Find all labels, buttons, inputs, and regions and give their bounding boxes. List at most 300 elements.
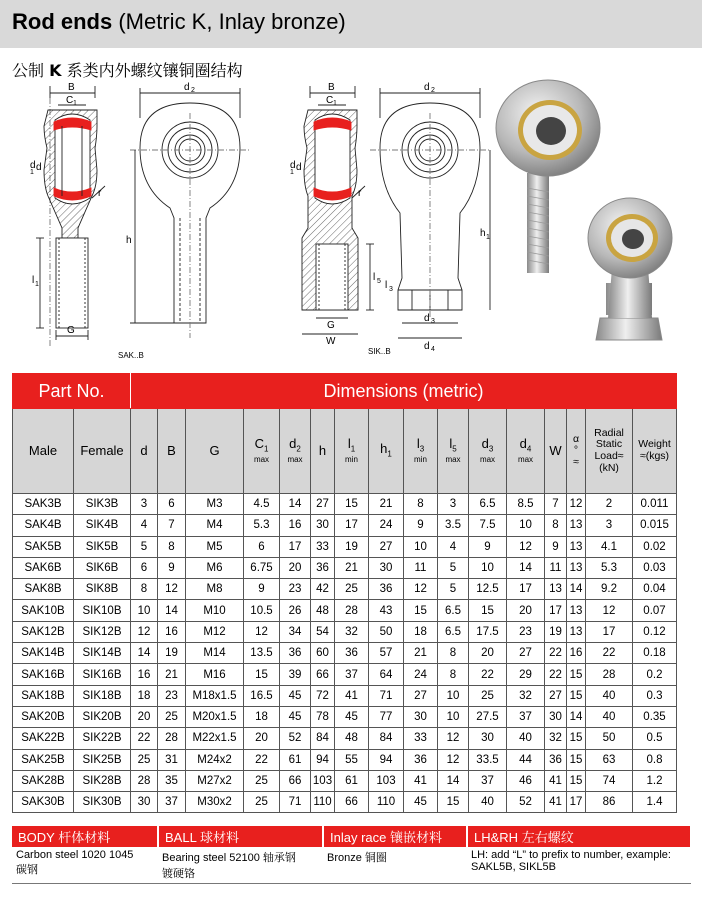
dimension-cell: 8 <box>131 579 158 600</box>
dimension-cell: 16 <box>280 515 311 536</box>
svg-text:d: d <box>290 160 296 171</box>
svg-text:l: l <box>32 275 35 286</box>
dimension-cell: 33.5 <box>469 749 507 770</box>
dimension-cell: 26 <box>280 600 311 621</box>
dimension-cell: 23 <box>158 685 186 706</box>
svg-text:h: h <box>480 228 486 239</box>
dimension-cell: M20x1.5 <box>186 706 244 727</box>
dimension-cell: 14 <box>567 706 586 727</box>
dimension-cell: 12 <box>244 621 280 642</box>
title-bar <box>0 0 702 48</box>
dimension-cell: 60 <box>311 643 335 664</box>
female-part-cell: SIK20B <box>74 706 131 727</box>
dimension-cell: 21 <box>404 643 438 664</box>
male-part-cell: SAK25B <box>13 749 74 770</box>
dimension-cell: 66 <box>335 792 369 813</box>
dimension-cell: 64 <box>369 664 404 685</box>
dimension-cell: 40 <box>586 685 633 706</box>
dimension-cell: 3 <box>131 494 158 515</box>
dimension-cell: 1.2 <box>633 770 677 791</box>
dimension-cell: 36 <box>369 579 404 600</box>
dimension-cell: 4 <box>438 536 469 557</box>
dimension-cell: 27 <box>507 643 545 664</box>
dimension-cell: 33 <box>404 728 438 749</box>
dimension-cell: 9.2 <box>586 579 633 600</box>
dimension-cell: 3 <box>586 515 633 536</box>
subtitle: 公制 K 系类内外螺纹镶铜圈结构 <box>12 61 243 80</box>
dimension-cell: M22x1.5 <box>186 728 244 749</box>
dimension-cell: 5 <box>131 536 158 557</box>
svg-text:3: 3 <box>389 286 393 293</box>
svg-text:C: C <box>66 95 74 106</box>
dimension-cell: 16 <box>131 664 158 685</box>
svg-text:B: B <box>328 82 335 93</box>
female-part-cell: SIK6B <box>74 557 131 578</box>
dimension-cell: 15 <box>438 792 469 813</box>
dimension-cell: 15 <box>567 685 586 706</box>
svg-text:1: 1 <box>333 100 337 107</box>
thread-direction-heading: LH&RH 左右螺纹 <box>467 826 691 847</box>
dimension-cell: 27 <box>545 685 567 706</box>
dimension-cell: 13 <box>567 536 586 557</box>
dimension-cell: 37 <box>507 706 545 727</box>
dimension-cell: 12 <box>158 579 186 600</box>
dimension-cell: 7.5 <box>469 515 507 536</box>
svg-text:d: d <box>424 82 430 93</box>
dimension-cell: 5.3 <box>586 557 633 578</box>
materials-value-row <box>12 847 691 884</box>
dimension-cell: 74 <box>586 770 633 791</box>
dimension-cell: 40 <box>586 706 633 727</box>
materials-table <box>12 826 692 884</box>
col-h: h <box>311 409 335 494</box>
female-rod-end-photo <box>588 198 672 340</box>
dimension-cell: 25 <box>244 770 280 791</box>
dimension-cell: M14 <box>186 643 244 664</box>
dimension-cell: 25 <box>158 706 186 727</box>
inlay-material-value: Bronze 铜圈 <box>323 847 467 884</box>
col-l1: $l_1$ min <box>335 409 369 494</box>
dimension-cell: M18x1.5 <box>186 685 244 706</box>
dimension-cell: 57 <box>369 643 404 664</box>
dimension-cell: 20 <box>507 600 545 621</box>
dimension-cell: 8 <box>404 494 438 515</box>
svg-text:2: 2 <box>431 87 435 94</box>
dimension-cell: 11 <box>404 557 438 578</box>
dimension-cell: 17 <box>586 621 633 642</box>
svg-text:d: d <box>296 162 302 173</box>
dimension-cell: 20 <box>280 557 311 578</box>
dimension-cell: 14 <box>158 600 186 621</box>
dimension-cell: 32 <box>335 621 369 642</box>
dimension-cell: 36 <box>335 643 369 664</box>
dimension-cell: 10.5 <box>244 600 280 621</box>
part-no-heading: Part No. <box>13 374 131 409</box>
dimension-cell: 84 <box>369 728 404 749</box>
dimension-cell: 44 <box>507 749 545 770</box>
dimension-cell: 37 <box>158 792 186 813</box>
dimension-cell: 41 <box>545 770 567 791</box>
dimension-cell: 12 <box>507 536 545 557</box>
dimension-cell: 5 <box>438 579 469 600</box>
col-alpha: α ° ≈ <box>567 409 586 494</box>
dimension-cell: 19 <box>335 536 369 557</box>
col-w: W <box>545 409 567 494</box>
dimension-cell: M8 <box>186 579 244 600</box>
dimension-cell: 0.8 <box>633 749 677 770</box>
dimension-cell: 54 <box>311 621 335 642</box>
dimensions-heading: Dimensions (metric) <box>131 374 677 409</box>
dimension-cell: 25 <box>469 685 507 706</box>
male-part-cell: SAK10B <box>13 600 74 621</box>
dimension-cell: 15 <box>567 728 586 749</box>
male-rod-end-photo <box>496 80 600 273</box>
female-part-cell: SIK12B <box>74 621 131 642</box>
dimension-cell: M4 <box>186 515 244 536</box>
table-row <box>13 515 677 536</box>
dimension-cell: 22 <box>244 749 280 770</box>
dimension-cell: M27x2 <box>186 770 244 791</box>
dimension-cell: 14 <box>438 770 469 791</box>
svg-text:G: G <box>67 325 75 336</box>
dimension-cell: 13.5 <box>244 643 280 664</box>
table-row <box>13 579 677 600</box>
dimension-cell: 25 <box>131 749 158 770</box>
dimension-cell: 8 <box>438 664 469 685</box>
dimension-cell: 9 <box>158 557 186 578</box>
thread-direction-value: LH: add “L” to prefix to number, example: SAKL5B, SIKL5B <box>467 847 691 884</box>
table-title-row <box>13 374 677 409</box>
dimension-cell: 45 <box>280 706 311 727</box>
dimension-cell: 10 <box>469 557 507 578</box>
female-part-cell: SIK5B <box>74 536 131 557</box>
dimension-cell: 48 <box>311 600 335 621</box>
male-part-cell: SAK22B <box>13 728 74 749</box>
dimension-cell: 18 <box>244 706 280 727</box>
dimension-cell: 94 <box>311 749 335 770</box>
dimension-cell: 29 <box>507 664 545 685</box>
dimension-cell: 39 <box>280 664 311 685</box>
dimension-cell: 12.5 <box>469 579 507 600</box>
dimension-cell: 110 <box>311 792 335 813</box>
dimension-cell: M3 <box>186 494 244 515</box>
male-part-cell: SAK18B <box>13 685 74 706</box>
svg-text:r: r <box>358 188 362 199</box>
dimension-cell: 2 <box>586 494 633 515</box>
svg-text:r: r <box>98 188 102 199</box>
dimension-cell: 6 <box>244 536 280 557</box>
dimension-cell: 17 <box>507 579 545 600</box>
dimension-cell: 14 <box>567 579 586 600</box>
dimension-cell: 21 <box>335 557 369 578</box>
dimension-cell: 35 <box>158 770 186 791</box>
dimension-cell: 71 <box>369 685 404 706</box>
sak-section-drawing <box>36 86 105 348</box>
dimension-cell: 37 <box>335 664 369 685</box>
page-title: Rod ends (Metric K, Inlay bronze) <box>12 9 346 34</box>
dimension-cell: M12 <box>186 621 244 642</box>
dimension-cell: 84 <box>311 728 335 749</box>
male-part-cell: SAK16B <box>13 664 74 685</box>
dimension-cell: 18 <box>131 685 158 706</box>
col-b: B <box>158 409 186 494</box>
dimension-cell: 71 <box>280 792 311 813</box>
dimension-cell: 6.75 <box>244 557 280 578</box>
dimension-cell: 27.5 <box>469 706 507 727</box>
dimension-cell: 17 <box>567 792 586 813</box>
male-part-cell: SAK12B <box>13 621 74 642</box>
dimension-cell: 15 <box>404 600 438 621</box>
dimension-cell: 46 <box>507 770 545 791</box>
dimension-cell: 7 <box>545 494 567 515</box>
sak-front-drawing <box>130 88 250 338</box>
dimension-cell: 86 <box>586 792 633 813</box>
dimension-cell: 0.35 <box>633 706 677 727</box>
column-header-row <box>13 409 677 494</box>
dimension-cell: 14 <box>131 643 158 664</box>
female-part-cell: SIK3B <box>74 494 131 515</box>
dimension-cell: 33 <box>311 536 335 557</box>
svg-text:5: 5 <box>377 278 381 285</box>
dimension-cell: M24x2 <box>186 749 244 770</box>
svg-text:1: 1 <box>73 100 77 107</box>
dimension-cell: 10 <box>404 536 438 557</box>
dimension-cell: 42 <box>311 579 335 600</box>
dimension-cell: 31 <box>158 749 186 770</box>
dimension-cell: 9 <box>244 579 280 600</box>
dimension-cell: 40 <box>507 728 545 749</box>
table-row <box>13 728 677 749</box>
dimension-cell: 6.5 <box>438 621 469 642</box>
dimension-cell: M16 <box>186 664 244 685</box>
dimension-cell: 13 <box>545 579 567 600</box>
dimension-cell: 14 <box>507 557 545 578</box>
dimension-cell: 21 <box>369 494 404 515</box>
dimension-cell: 28 <box>335 600 369 621</box>
col-c1: $C_1$ max <box>244 409 280 494</box>
table-row <box>13 600 677 621</box>
dimension-cell: 9 <box>404 515 438 536</box>
dimension-cell: 8 <box>438 643 469 664</box>
dimension-cell: 4.5 <box>244 494 280 515</box>
dimension-cell: 36 <box>311 557 335 578</box>
dimension-cell: 10 <box>131 600 158 621</box>
dimension-cell: 28 <box>586 664 633 685</box>
dimension-cell: 15 <box>567 664 586 685</box>
dimension-cell: 12 <box>404 579 438 600</box>
dimension-cell: 20 <box>131 706 158 727</box>
dimension-cell: 3.5 <box>438 515 469 536</box>
sik-front-drawing <box>370 88 490 338</box>
inlay-material-heading: Inlay race 镶嵌材料 <box>323 826 467 847</box>
dimension-cell: 28 <box>158 728 186 749</box>
dimension-cell: 0.07 <box>633 600 677 621</box>
dimension-cell: 8 <box>158 536 186 557</box>
col-l3: $l_3$ min <box>404 409 438 494</box>
male-part-cell: SAK28B <box>13 770 74 791</box>
female-part-cell: SIK14B <box>74 643 131 664</box>
dimensions-table <box>12 373 677 813</box>
dimension-cell: 12 <box>438 728 469 749</box>
table-row <box>13 685 677 706</box>
dimension-cell: 30 <box>469 728 507 749</box>
male-part-cell: SAK30B <box>13 792 74 813</box>
dimension-cell: 15 <box>244 664 280 685</box>
svg-text:d: d <box>36 162 42 173</box>
dimension-cell: M10 <box>186 600 244 621</box>
dimension-cell: 55 <box>335 749 369 770</box>
dimension-cell: 10 <box>438 685 469 706</box>
dimension-cell: 15 <box>567 749 586 770</box>
dimension-cell: 0.03 <box>633 557 677 578</box>
female-part-cell: SIK30B <box>74 792 131 813</box>
dimension-cell: 12 <box>567 494 586 515</box>
dimension-cell: 17 <box>335 515 369 536</box>
table-row <box>13 749 677 770</box>
col-d3: $d_3$ max <box>469 409 507 494</box>
dimension-cell: 13 <box>567 557 586 578</box>
svg-text:SIK..B: SIK..B <box>368 347 391 356</box>
dimension-cell: M6 <box>186 557 244 578</box>
dimension-cell: 0.12 <box>633 621 677 642</box>
dimension-cell: 43 <box>369 600 404 621</box>
dimension-cell: 66 <box>280 770 311 791</box>
col-l5: $l_5$ max <box>438 409 469 494</box>
male-part-cell: SAK8B <box>13 579 74 600</box>
dimension-cell: 6.5 <box>469 494 507 515</box>
dimension-cell: 22 <box>545 664 567 685</box>
svg-text:SAK..B: SAK..B <box>118 351 144 360</box>
dimension-cell: 9 <box>545 536 567 557</box>
dimension-cell: 41 <box>404 770 438 791</box>
dimension-cell: 24 <box>404 664 438 685</box>
dimension-cell: 30 <box>131 792 158 813</box>
col-d2: $d_2$ max <box>280 409 311 494</box>
male-part-cell: SAK14B <box>13 643 74 664</box>
dimension-cell: 94 <box>369 749 404 770</box>
dimension-cell: 0.011 <box>633 494 677 515</box>
dimension-cell: 20 <box>244 728 280 749</box>
dimension-cell: 14 <box>280 494 311 515</box>
dimension-cell: 36 <box>404 749 438 770</box>
dimension-cell: 45 <box>335 706 369 727</box>
dimension-cell: 45 <box>404 792 438 813</box>
dimension-cell: 0.2 <box>633 664 677 685</box>
col-h1: $h_1$ <box>369 409 404 494</box>
technical-drawings <box>0 78 702 363</box>
dimension-cell: 15 <box>469 600 507 621</box>
dimension-cell: 5.3 <box>244 515 280 536</box>
dimension-cell: 110 <box>369 792 404 813</box>
dimension-cell: 22 <box>469 664 507 685</box>
svg-text:2: 2 <box>191 87 195 94</box>
dimension-cell: 41 <box>545 792 567 813</box>
dimension-cell: 77 <box>369 706 404 727</box>
dimension-cell: 21 <box>158 664 186 685</box>
dimension-cell: 6 <box>131 557 158 578</box>
table-row <box>13 536 677 557</box>
female-part-cell: SIK16B <box>74 664 131 685</box>
dimension-cell: 5 <box>438 557 469 578</box>
dimension-cell: 63 <box>586 749 633 770</box>
male-part-cell: SAK4B <box>13 515 74 536</box>
dimension-cell: 66 <box>311 664 335 685</box>
dimension-cell: 3 <box>438 494 469 515</box>
dimension-cell: 30 <box>369 557 404 578</box>
body-material-value: Carbon steel 1020 1045 碳钢 <box>12 847 158 884</box>
table-row <box>13 792 677 813</box>
svg-text:l: l <box>385 280 388 291</box>
dimension-cell: 18 <box>404 621 438 642</box>
dimension-cell: 72 <box>311 685 335 706</box>
dimension-cell: 4 <box>131 515 158 536</box>
col-d: d <box>131 409 158 494</box>
materials-header-row <box>12 826 691 847</box>
col-g: G <box>186 409 244 494</box>
female-part-cell: SIK4B <box>74 515 131 536</box>
dimension-cell: 19 <box>545 621 567 642</box>
dimension-cell: M5 <box>186 536 244 557</box>
male-part-cell: SAK20B <box>13 706 74 727</box>
dimension-cell: 7 <box>158 515 186 536</box>
table-row <box>13 557 677 578</box>
svg-text:d: d <box>424 313 430 324</box>
dimension-cell: 0.02 <box>633 536 677 557</box>
dimension-cell: 12 <box>131 621 158 642</box>
col-female: Female <box>74 409 131 494</box>
svg-text:h: h <box>126 235 132 246</box>
dimension-cell: 1.4 <box>633 792 677 813</box>
dimension-cell: 8.5 <box>507 494 545 515</box>
dimension-cell: 28 <box>131 770 158 791</box>
female-part-cell: SIK8B <box>74 579 131 600</box>
dimension-cell: 16.5 <box>244 685 280 706</box>
dimension-cell: 30 <box>545 706 567 727</box>
dimension-cell: 10 <box>507 515 545 536</box>
dimensions-table-body <box>13 494 677 813</box>
svg-text:l: l <box>373 272 376 283</box>
dimension-cell: 10 <box>438 706 469 727</box>
table-row <box>13 770 677 791</box>
col-radial-load: Radial Static Load≈ (kN) <box>586 409 633 494</box>
dimension-cell: 22 <box>586 643 633 664</box>
dimension-cell: 61 <box>280 749 311 770</box>
dimension-cell: 45 <box>280 685 311 706</box>
dimension-cell: 32 <box>507 685 545 706</box>
dimension-cell: 0.18 <box>633 643 677 664</box>
svg-text:1: 1 <box>486 234 490 241</box>
dimension-cell: 30 <box>311 515 335 536</box>
dimension-cell: 13 <box>567 600 586 621</box>
male-part-cell: SAK3B <box>13 494 74 515</box>
dimension-cell: 27 <box>369 536 404 557</box>
dimension-cell: 17.5 <box>469 621 507 642</box>
dimension-cell: 0.015 <box>633 515 677 536</box>
dimension-cell: 16 <box>567 643 586 664</box>
svg-text:3: 3 <box>431 318 435 325</box>
table-row <box>13 621 677 642</box>
dimension-cell: 12 <box>438 749 469 770</box>
dimension-cell: 6 <box>158 494 186 515</box>
dimension-cell: 103 <box>369 770 404 791</box>
svg-text:C: C <box>326 95 334 106</box>
svg-text:W: W <box>326 336 336 347</box>
dimension-cell: 40 <box>469 792 507 813</box>
dimension-cell: 41 <box>335 685 369 706</box>
dimension-cell: 0.5 <box>633 728 677 749</box>
col-d4: $d_4$ max <box>507 409 545 494</box>
dimension-cell: 0.04 <box>633 579 677 600</box>
